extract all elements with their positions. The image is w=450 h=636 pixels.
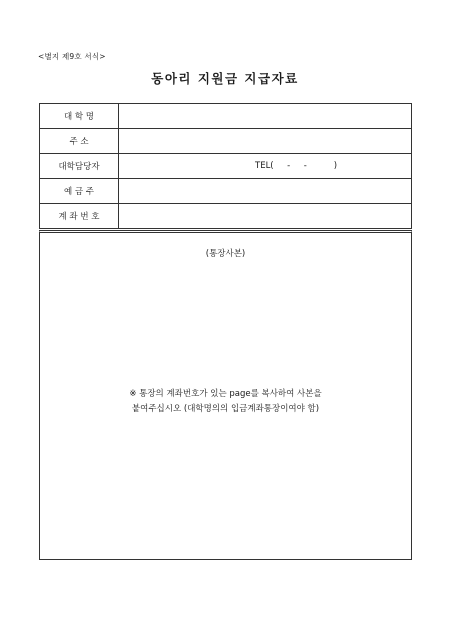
account-number-label: 계 좌 번 호 (40, 204, 119, 229)
document-title: 동아리 지원금 지급자료 (151, 71, 299, 86)
university-name-label: 대 학 명 (40, 104, 119, 129)
telephone-text: TEL( - - ) (255, 161, 338, 171)
info-table (39, 103, 412, 229)
row-account-number (40, 204, 412, 229)
account-holder-field[interactable] (119, 179, 412, 204)
address-field[interactable] (119, 129, 412, 154)
row-university-name (40, 104, 412, 129)
account-holder-label: 예 금 주 (40, 179, 119, 204)
contact-person-field[interactable] (119, 154, 412, 179)
bankbook-copy-caption: (통장사본) (205, 249, 246, 259)
instruction-note-line-1: ※ 통장의 계좌번호가 있는 page를 복사하여 사본을 (129, 389, 322, 399)
form-number-label: <별지 제9호 서식> (38, 52, 106, 61)
row-address (40, 129, 412, 154)
bankbook-copy-area[interactable] (39, 230, 412, 560)
row-account-holder (40, 179, 412, 204)
instruction-note-line-2: 붙여주십시오 (대학명의의 입금계좌통장이여야 함) (131, 404, 320, 414)
address-label: 주 소 (40, 129, 119, 154)
university-name-field[interactable] (119, 104, 412, 129)
account-number-field[interactable] (119, 204, 412, 229)
contact-person-label: 대학담당자 (40, 154, 119, 179)
row-contact-person (40, 154, 412, 179)
instruction-note (40, 387, 411, 417)
